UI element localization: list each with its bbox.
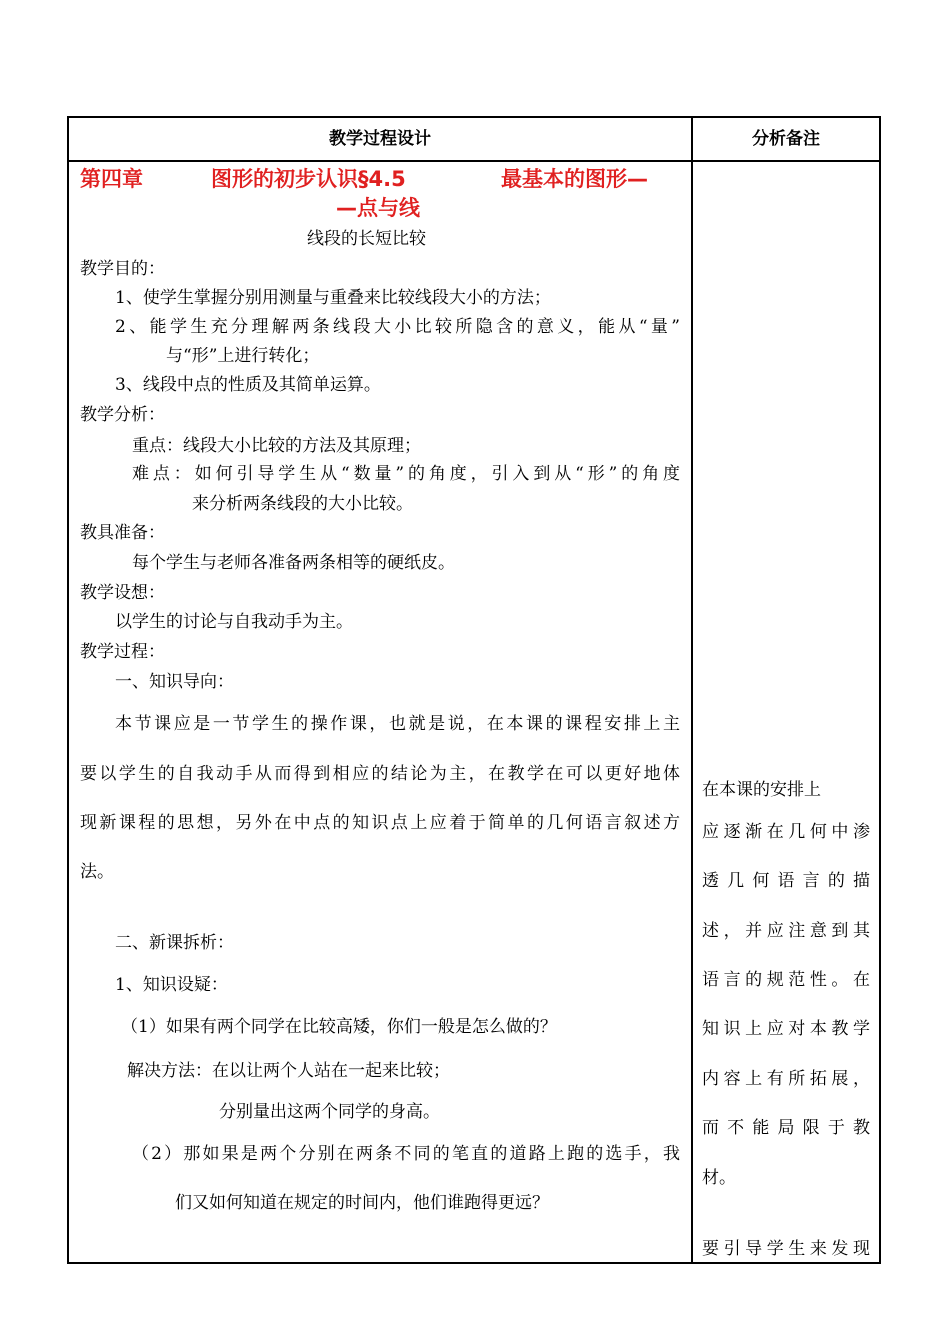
goal-3: 3、线段中点的性质及其简单运算。 — [115, 375, 381, 395]
tools-text: 每个学生与老师各准备两条相等的硬纸皮。 — [132, 553, 455, 573]
note-line-1: 在本课的安排上 — [702, 780, 821, 800]
difficulty: 难点：如何引导学生从“数量”的角度，引入到从“形”的角度 — [132, 464, 680, 484]
note-line-6: 知识上应对本教学 — [702, 1019, 870, 1039]
difficulty-cont: 来分析两条线段的大小比较。 — [192, 494, 413, 514]
para-1-line-1: 本节课应是一节学生的操作课，也就是说，在本课的课程安排上主 — [115, 714, 680, 734]
header-divider — [69, 160, 879, 162]
question-2: （2）那如果是两个分别在两条不同的笔直的道路上跑的选手，我 — [132, 1144, 680, 1164]
column-divider — [691, 118, 693, 1262]
tools-heading: 教具准备： — [80, 523, 165, 543]
question-1: （1）如果有两个同学在比较高矮，你们一般是怎么做的？ — [121, 1017, 557, 1037]
idea-text: 以学生的讨论与自我动手为主。 — [115, 612, 353, 632]
goals-heading: 教学目的： — [80, 259, 165, 279]
note-line-10: 要引导学生来发现 — [702, 1239, 870, 1259]
para-1-line-2: 要以学生的自我动手从而得到相应的结论为主，在教学在可以更好地体 — [80, 764, 680, 784]
subsection-1: 1、知识设疑： — [115, 975, 228, 995]
lesson-title-part1: 最基本的图形— — [501, 167, 648, 191]
note-line-8: 而不能局限于教 — [702, 1118, 870, 1138]
goal-1: 1、使学生掌握分别用测量与重叠来比较线段大小的方法； — [115, 288, 551, 308]
note-line-2: 应逐渐在几何中渗 — [702, 822, 870, 842]
section-2-heading: 二、新课拆析： — [115, 933, 234, 953]
note-line-7: 内容上有所拓展， — [702, 1069, 870, 1089]
note-line-5: 语言的规范性。在 — [702, 970, 870, 990]
subtitle: 线段的长短比较 — [307, 229, 426, 249]
question-2-cont: 们又如何知道在规定的时间内，他们谁跑得更远？ — [175, 1193, 549, 1213]
goal-2-cont: 与“形”上进行转化； — [166, 346, 320, 366]
para-1-line-3: 现新课程的思想，另外在中点的知识点上应着于简单的几何语言叙述方 — [80, 813, 680, 833]
idea-heading: 教学设想： — [80, 583, 165, 603]
note-line-9: 材。 — [702, 1168, 736, 1188]
note-line-4: 述，并应注意到其 — [702, 921, 870, 941]
key-point: 重点：线段大小比较的方法及其原理； — [132, 436, 421, 456]
note-line-3: 透几何语言的描 — [702, 871, 870, 891]
process-heading: 教学过程： — [80, 642, 165, 662]
chapter-topic: 图形的初步认识§4.5 — [211, 167, 406, 191]
analysis-heading: 教学分析： — [80, 405, 165, 425]
notes-column-header: 分析备注 — [752, 129, 820, 149]
main-column-header: 教学过程设计 — [329, 129, 431, 149]
chapter-number: 第四章 — [80, 167, 143, 191]
solution-line-1: 解决方法：在以让两个人站在一起来比较； — [127, 1061, 450, 1081]
para-1-line-4: 法。 — [80, 862, 114, 882]
goal-2: 2、能学生充分理解两条线段大小比较所隐含的意义，能从“量” — [115, 317, 680, 337]
chapter-title — [80, 166, 680, 192]
solution-line-2: 分别量出这两个同学的身高。 — [219, 1102, 440, 1122]
lesson-title-part2: —点与线 — [336, 196, 420, 220]
section-1-heading: 一、知识导向： — [115, 672, 234, 692]
